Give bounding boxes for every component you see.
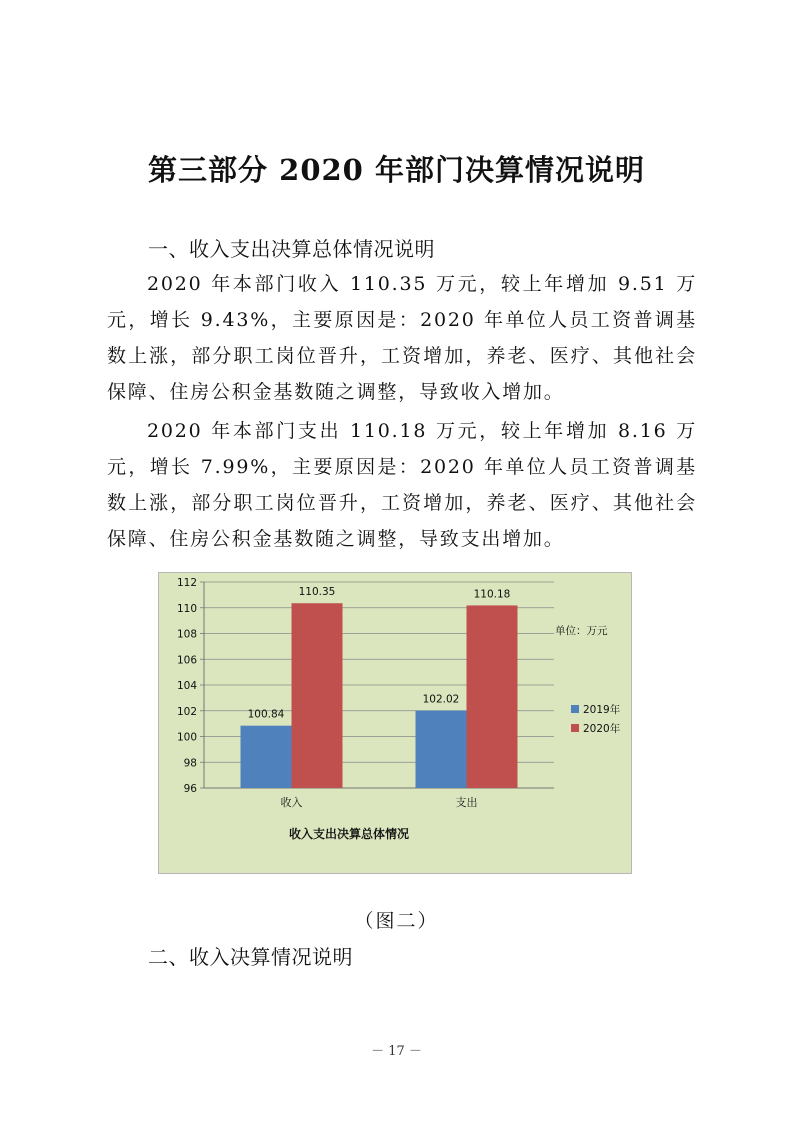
legend-label: 2020年 [583,723,621,735]
section1-heading: 一、收入支出决算总体情况说明 [148,237,435,261]
paragraph-income-text: 2020 年本部门收入 110.35 万元，较上年增加 9.51 万元，增长 9.43%，主要原因是：2020 年单位人员工资普调基数上涨，部分职工岗位晋升，工资增加，养老、医疗、其他社会保障、住房公积金基数随之调整，导致收入增加。 [107,273,697,403]
legend-swatch [571,724,579,732]
data-label: 100.84 [247,708,285,721]
paragraph-expenditure-text: 2020 年本部门支出 110.18 万元，较上年增加 8.16 万元，增长 7.99%，主要原因是：2020 年单位人员工资普调基数上涨，部分职工岗位晋升，工资增加，养老、医疗、其他社会保障、住房公积金基数随之调整，导致支出增加。 [107,420,697,550]
y-tick-label: 98 [183,757,197,770]
bar-second-series [292,603,343,788]
unit-label: 单位：万元 [555,625,608,637]
page-number: － 17 － [371,1044,422,1059]
y-tick-label: 104 [176,680,197,692]
data-label: 110.18 [473,588,511,601]
data-label: 102.02 [422,693,460,706]
legend-swatch [571,705,579,713]
y-tick-label: 102 [176,705,197,718]
chart-svg [159,573,631,873]
paragraph-expenditure [107,413,697,557]
y-tick-label: 108 [176,628,197,641]
paragraph-income [107,266,697,410]
y-tick-label: 96 [183,783,197,795]
figure-caption: （图二） [354,910,439,932]
y-tick-label: 110 [176,602,197,615]
y-tick-label: 100 [176,731,197,744]
legend-label: 2019年 [583,704,621,716]
bar-second-series [467,605,518,788]
x-category-label: 收入 [280,796,303,809]
x-category-label: 支出 [455,796,478,809]
y-tick-label: 112 [176,577,197,589]
document-title: 第三部分 2020 年部门决算情况说明 [148,153,645,187]
income-expenditure-chart [158,572,632,874]
bar-first-series [241,726,292,788]
bar-first-series [416,710,467,788]
section2-heading: 二、收入决算情况说明 [148,945,353,969]
chart-title: 收入支出决算总体情况 [288,827,410,841]
y-tick-label: 106 [176,654,197,667]
data-label: 110.35 [298,586,336,599]
